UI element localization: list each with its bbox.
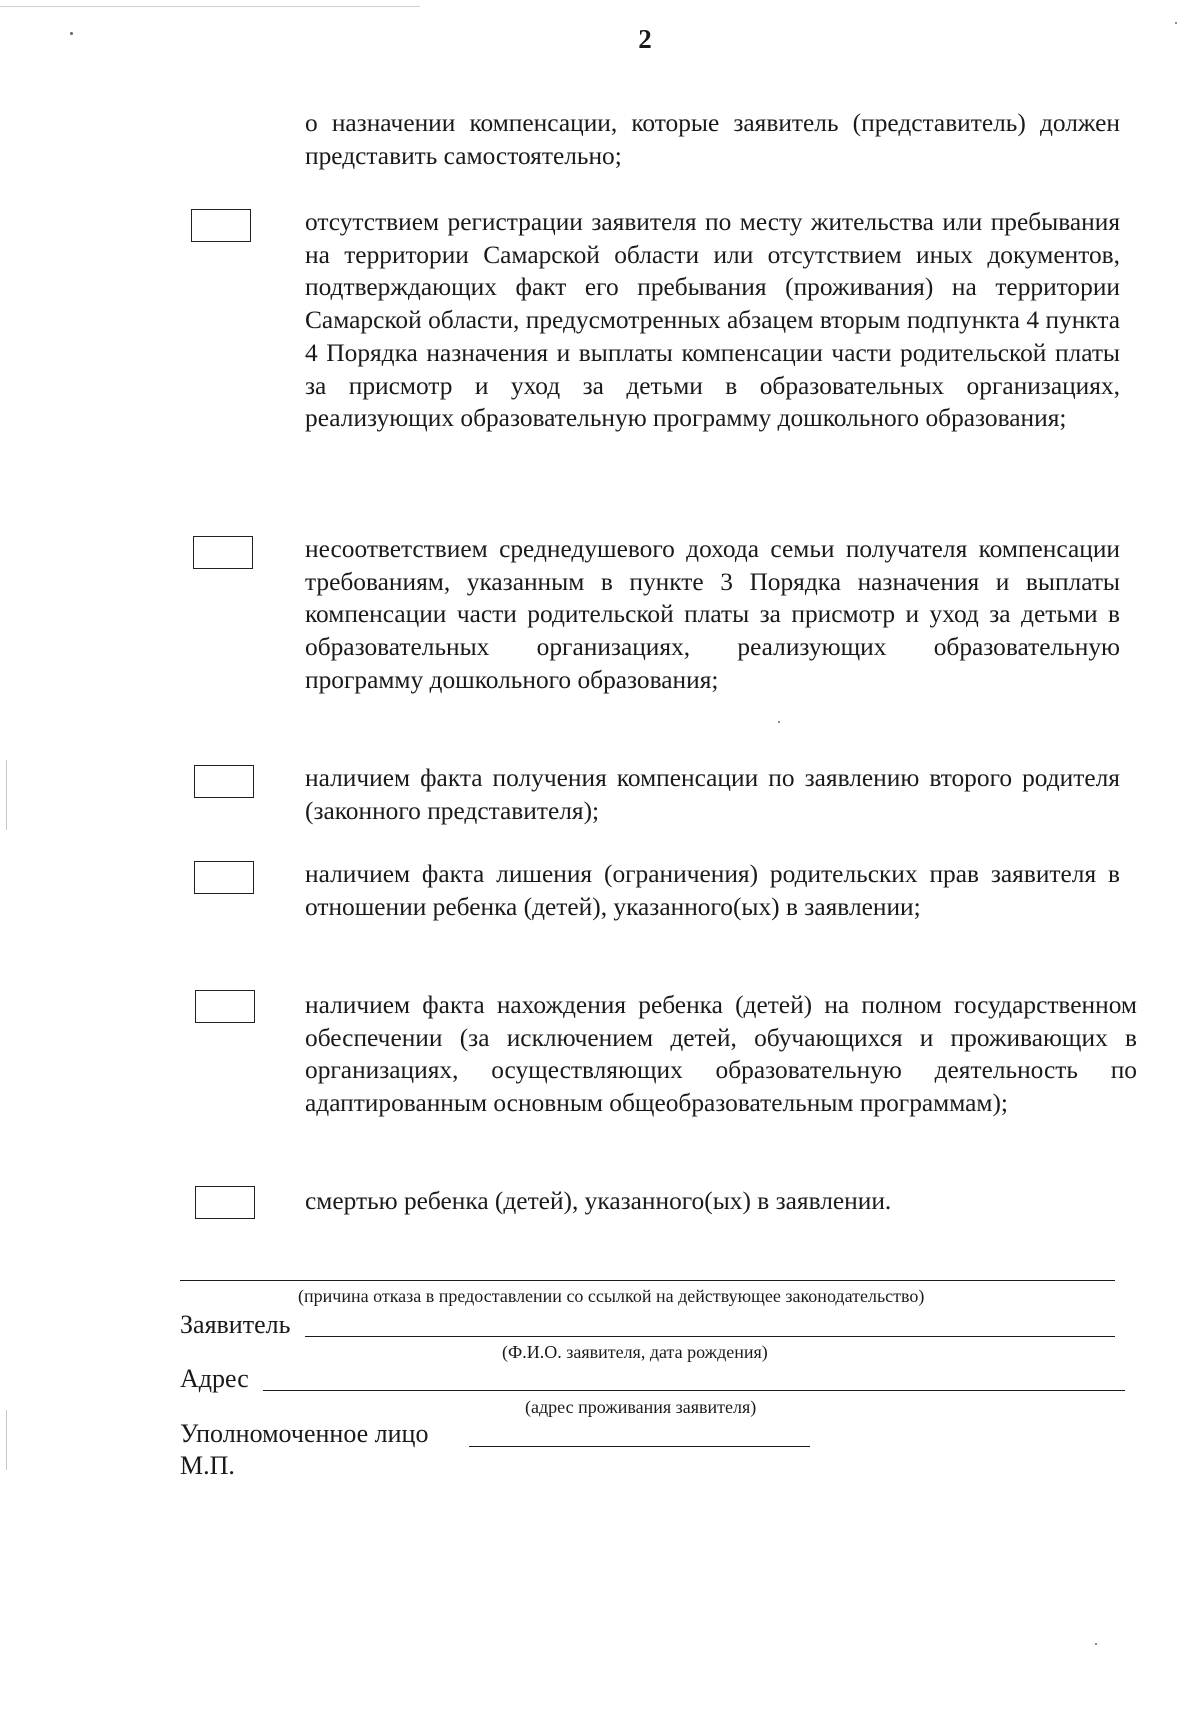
reason-text-6: смертью ребенка (детей), указанного(ых) в заявлении. <box>305 1187 892 1215</box>
address-label: Адрес <box>180 1364 249 1393</box>
reason-text-4: наличием факта лишения (ограничения) родительских прав заявителя в отношении ребенка (детей), указанного(ых) в заявлении; <box>305 860 1120 921</box>
reason-text-2: несоответствием среднедушевого дохода семьи получателя компенсации требованиям, указанным в пункте 3 Порядка назначения и выплаты компенсации части родительской платы за присмотр и уход за детьми в образовательных организациях, реализующих образовательную программу дошкольного образования; <box>305 535 1120 694</box>
reason-caption: (причина отказа в предоставлении со ссылкой на действующее законодательство) <box>298 1286 925 1306</box>
seal-label: М.П. <box>180 1451 235 1480</box>
scan-left-edge-mark <box>6 1410 7 1470</box>
scan-speck <box>1095 1643 1097 1645</box>
reason-checkbox-2[interactable] <box>193 536 253 569</box>
scan-left-edge-mark <box>6 760 7 830</box>
reason-checkbox-4[interactable] <box>194 861 254 894</box>
scan-top-edge <box>0 6 420 7</box>
applicant-caption: (Ф.И.О. заявителя, дата рождения) <box>502 1342 768 1362</box>
reason-input-line[interactable] <box>180 1280 1115 1281</box>
address-caption: (адрес проживания заявителя) <box>525 1397 757 1417</box>
applicant-input-line[interactable] <box>305 1336 1115 1337</box>
reason-text-1: отсутствием регистрации заявителя по месту жительства или пребывания на территории Самарской области или отсутствием иных документов, подтверждающих факт его пребывания (проживания) на территории Самарской области, предусмотренных абзацем вторым подпункта 4 пункта 4 Порядка назначения и выплаты компенсации части родительской платы за присмотр и уход за детьми в образовательных организациях, реализующих образовательную программу дошкольного образования; <box>305 208 1120 433</box>
scan-speck <box>778 721 780 723</box>
page-number: 2 <box>638 24 652 54</box>
reason-checkbox-3[interactable] <box>194 765 254 798</box>
reason-checkbox-5[interactable] <box>195 990 255 1023</box>
reason-checkbox-1[interactable] <box>191 209 251 242</box>
reason-checkbox-6[interactable] <box>195 1186 255 1219</box>
address-input-line[interactable] <box>263 1390 1125 1391</box>
reason-text-5: наличием факта нахождения ребенка (детей) на полном государственном обеспечении (за исключением детей, обучающихся и проживающих в организациях, осуществляющих образовательную деятельность по адаптированным основным общеобразовательным программам); <box>305 991 1137 1118</box>
continuation-paragraph: о назначении компенсации, которые заявитель (представитель) должен представить самостоятельно; <box>305 109 1120 170</box>
authorized-person-label: Уполномоченное лицо <box>180 1419 429 1448</box>
authorized-person-input-line[interactable] <box>469 1446 810 1447</box>
applicant-label: Заявитель <box>180 1310 291 1339</box>
reason-text-3: наличием факта получения компенсации по заявлению второго родителя (законного представителя); <box>305 764 1120 825</box>
